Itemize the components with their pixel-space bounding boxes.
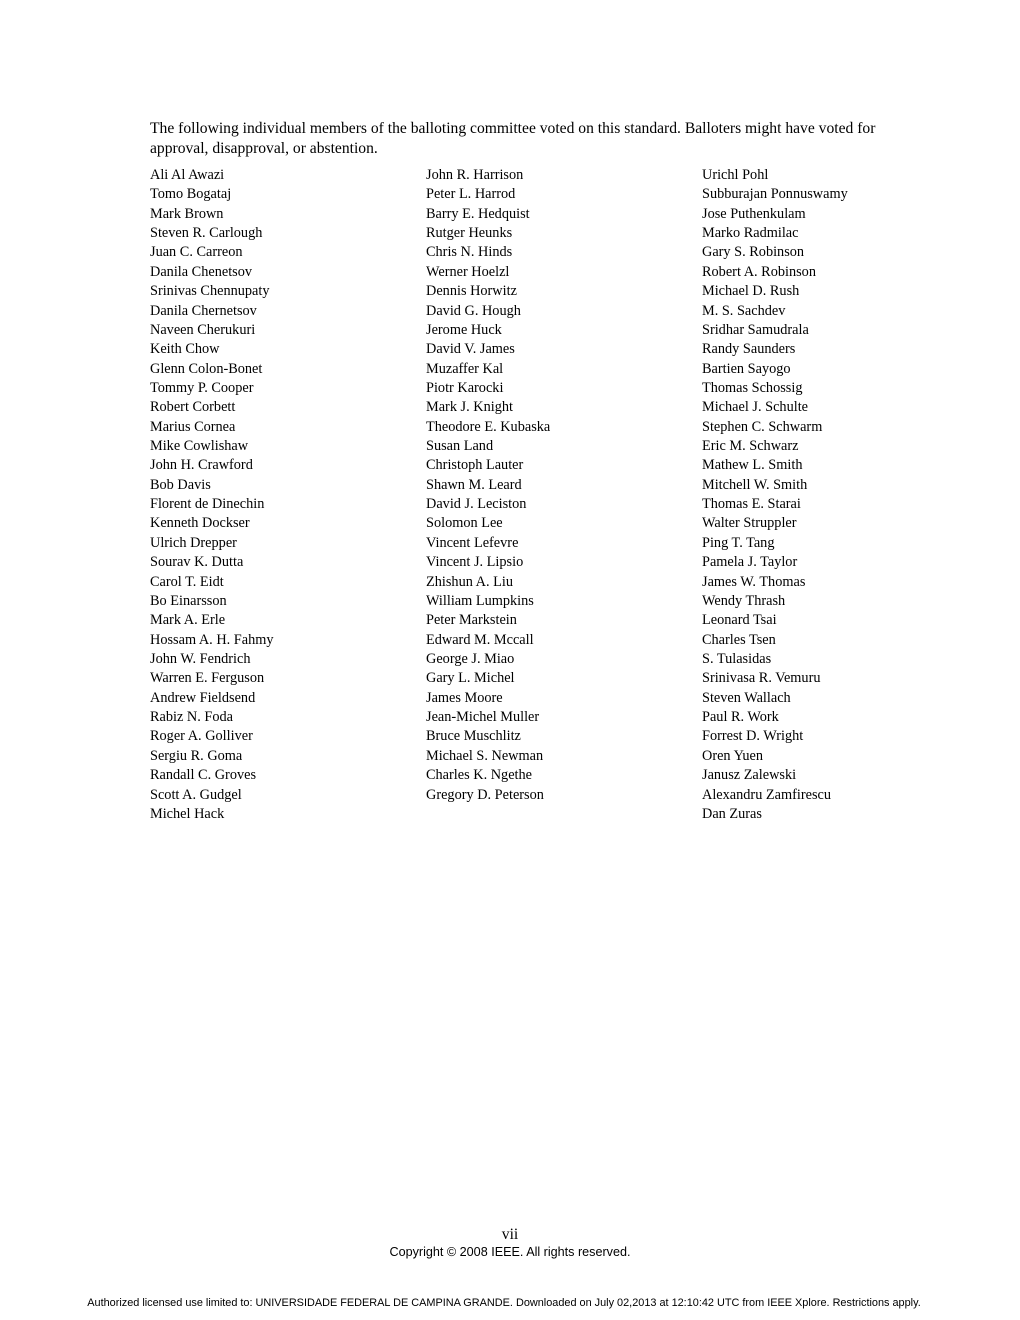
balloter-name: Gary L. Michel (426, 670, 515, 687)
balloter-name: Michael S. Newman (426, 747, 544, 764)
balloter-name: Sridhar Samudrala (702, 321, 809, 338)
balloter-name: George J. Miao (426, 650, 515, 667)
balloter-name: David V. James (426, 341, 515, 358)
balloter-name: Marius Cornea (150, 418, 236, 435)
balloter-name: Theodore E. Kubaska (426, 418, 551, 435)
balloter-name: Werner Hoelzl (426, 263, 510, 280)
balloter-name: Vincent J. Lipsio (426, 554, 524, 571)
balloter-name: Walter Struppler (702, 515, 797, 532)
balloter-name: Carol T. Eidt (150, 573, 224, 590)
balloter-name: S. Tulasidas (702, 650, 772, 667)
balloter-name: Urichl Pohl (702, 167, 769, 183)
balloter-name: Marko Radmilac (702, 225, 799, 242)
balloter-name: Mark J. Knight (426, 399, 513, 416)
balloter-name: Oren Yuen (702, 747, 764, 764)
balloter-name: Bruce Muschlitz (426, 728, 521, 745)
balloter-name: Steven R. Carlough (150, 225, 263, 242)
balloter-name: David J. Leciston (426, 496, 527, 513)
balloter-name: Peter L. Harrod (426, 186, 516, 203)
balloter-name: Jose Puthenkulam (702, 205, 806, 222)
balloter-name: Zhishun A. Liu (426, 573, 513, 590)
balloter-name: Robert Corbett (150, 399, 236, 416)
balloter-name: Subburajan Ponnuswamy (702, 186, 848, 203)
balloters-column-1 (150, 166, 274, 824)
balloter-name: Janusz Zalewski (702, 767, 797, 784)
balloter-name: Wendy Thrash (702, 592, 786, 609)
balloter-name: Srinivasa R. Vemuru (702, 670, 821, 687)
balloter-name: Charles Tsen (702, 631, 776, 648)
balloter-name: Naveen Cherukuri (150, 321, 256, 338)
balloter-name: Steven Wallach (702, 689, 791, 706)
balloter-name: Hossam A. H. Fahmy (150, 631, 274, 648)
balloter-name: Mitchell W. Smith (702, 476, 808, 493)
balloter-name: Tommy P. Cooper (150, 379, 254, 396)
balloter-name: John H. Crawford (150, 457, 253, 474)
balloter-name: Solomon Lee (426, 515, 503, 532)
balloter-name: Randall C. Groves (150, 767, 257, 784)
balloter-name: Rutger Heunks (426, 225, 513, 242)
balloter-name: Juan C. Carreon (150, 244, 243, 261)
balloter-name: Thomas E. Starai (702, 496, 801, 513)
balloter-name: Piotr Karocki (426, 379, 504, 396)
balloter-name: John W. Fendrich (150, 650, 251, 667)
balloter-name: Forrest D. Wright (702, 728, 804, 745)
balloter-name: Muzaffer Kal (426, 360, 504, 377)
balloter-name: Mike Cowlishaw (150, 438, 249, 455)
balloter-name: Barry E. Hedquist (426, 205, 530, 222)
balloter-name: Glenn Colon-Bonet (150, 360, 263, 377)
balloter-name: Gary S. Robinson (702, 244, 805, 261)
balloter-name: Shawn M. Leard (426, 476, 522, 493)
balloter-name: Thomas Schossig (702, 379, 803, 396)
balloter-name: William Lumpkins (426, 592, 534, 609)
balloter-name: Jerome Huck (426, 321, 502, 338)
balloter-name: Eric M. Schwarz (702, 438, 799, 455)
license-notice: Authorized licensed use limited to: UNIVERSIDADE FEDERAL DE CAMPINA GRANDE. Downloaded on July 02,2013 at 12:10:42 UTC from IEEE Xplore. Restrictions apply. (87, 1297, 921, 1309)
balloter-name: Chris N. Hinds (426, 244, 513, 261)
balloters-column-3 (702, 166, 848, 824)
balloter-name: Danila Chernetsov (150, 302, 257, 319)
intro-paragraph: The following individual members of the balloting committee voted on this standard. Balloters might have voted for approval, disapproval, or abstention. (150, 120, 876, 157)
balloter-name: Vincent Lefevre (426, 534, 519, 551)
balloter-name: Charles K. Ngethe (426, 767, 533, 784)
balloters-column-2 (426, 166, 550, 805)
balloter-name: Scott A. Gudgel (150, 786, 242, 803)
balloter-name: Danila Chenetsov (150, 263, 253, 280)
balloter-name: Gregory D. Peterson (426, 786, 544, 803)
balloter-name: Bob Davis (150, 476, 211, 493)
balloter-name: M. S. Sachdev (702, 302, 786, 319)
balloter-name: James W. Thomas (702, 573, 806, 590)
balloter-name: Alexandru Zamfirescu (702, 786, 832, 803)
balloter-name: Stephen C. Schwarm (702, 418, 823, 435)
balloter-name: Leonard Tsai (702, 612, 777, 629)
balloter-name: Ali Al Awazi (150, 167, 225, 183)
balloter-name: Dennis Horwitz (426, 283, 517, 300)
balloter-name: Michael J. Schulte (702, 399, 809, 416)
balloter-name: Michael D. Rush (702, 283, 800, 300)
balloter-name: James Moore (426, 689, 503, 706)
balloter-name: Mathew L. Smith (702, 457, 803, 474)
balloter-name: Rabiz N. Foda (150, 709, 233, 726)
balloter-name: Keith Chow (150, 341, 220, 358)
balloter-name: Pamela J. Taylor (702, 554, 798, 571)
balloter-name: Christoph Lauter (426, 457, 524, 474)
balloter-name: Susan Land (426, 438, 494, 455)
balloter-name: Ping T. Tang (702, 534, 775, 551)
balloter-name: John R. Harrison (426, 167, 524, 183)
balloter-name: Florent de Dinechin (150, 496, 265, 513)
balloter-name: Warren E. Ferguson (150, 670, 265, 687)
balloter-name: Jean-Michel Muller (426, 709, 540, 726)
balloter-name: Andrew Fieldsend (150, 689, 256, 706)
balloter-name: Mark Brown (150, 205, 224, 222)
balloter-name: Robert A. Robinson (702, 263, 816, 280)
balloter-name: Roger A. Golliver (150, 728, 253, 745)
balloter-name: Tomo Bogataj (150, 186, 232, 203)
balloter-name: Srinivas Chennupaty (150, 283, 270, 300)
balloter-name: Kenneth Dockser (150, 515, 250, 532)
balloter-name: Edward M. Mccall (426, 631, 534, 648)
copyright-notice: Copyright © 2008 IEEE. All rights reserved. (389, 1245, 631, 1259)
balloter-name: Bo Einarsson (150, 592, 227, 609)
balloter-name: Ulrich Drepper (150, 534, 237, 551)
page-number: vii (501, 1226, 519, 1243)
balloter-name: Sergiu R. Goma (150, 747, 243, 764)
balloter-name: Randy Saunders (702, 341, 796, 358)
balloter-name: Michel Hack (150, 805, 225, 822)
balloter-name: Dan Zuras (702, 805, 762, 822)
balloter-name: David G. Hough (426, 302, 521, 319)
balloter-name: Paul R. Work (702, 709, 779, 726)
balloter-name: Peter Markstein (426, 612, 517, 629)
balloter-name: Bartien Sayogo (702, 360, 791, 377)
balloter-name: Sourav K. Dutta (150, 554, 244, 571)
balloter-name: Mark A. Erle (150, 612, 226, 629)
